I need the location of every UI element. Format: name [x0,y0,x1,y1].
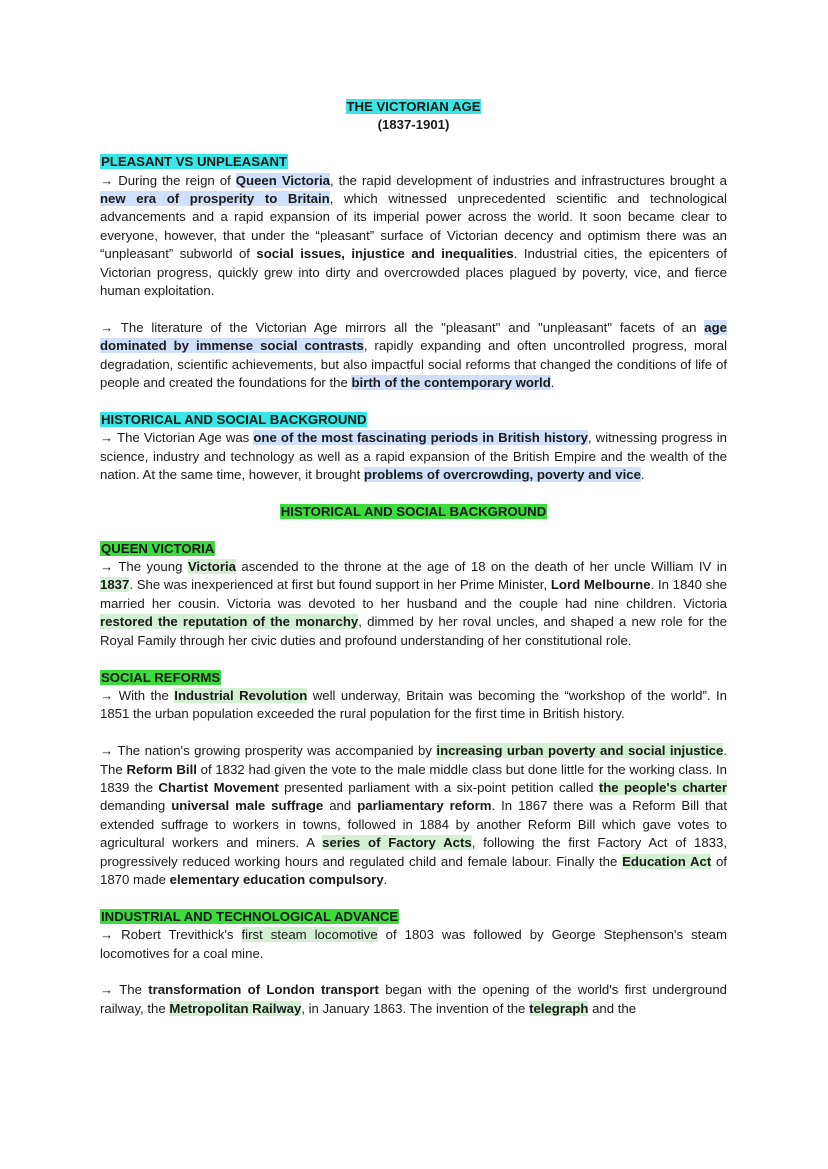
text-run: well underway, Britain was becoming the “workshop of the world”. In 1851 the urban population exceeded the rural population for the first time in British history. [100,687,727,722]
paragraph-historical-1 [100,429,727,484]
emphasized-text: problems of overcrowding, poverty and vice [363,467,641,483]
text-run: THE VICTORIAN AGE [346,99,481,114]
emphasized-text: one of the most fascinating periods in British history [253,430,588,446]
text-run: QUEEN VICTORIA [101,540,215,556]
emphasized-text: 1837 [100,577,130,593]
section-heading-queen-victoria [100,540,727,558]
text-run: → The [100,982,149,998]
text-run: PLEASANT VS UNPLEASANT [101,154,288,170]
emphasized-text: increasing urban poverty and social injustice [436,743,724,759]
section-heading-historical [100,411,727,429]
document-page [100,98,727,1018]
text-run: SOCIAL REFORMS [101,669,221,685]
text-run: → During the reign of [100,172,236,188]
emphasized-text: transformation of London transport [148,982,379,998]
text-run: , following the first Factory Act of 1833, progressively reduced working hours and regulated child and female labour. Finally the [100,835,728,869]
paragraph-queen-victoria [100,558,727,650]
text-run: demanding [100,798,172,814]
text-run: . Industrial cities, the epicenters of Victorian progress, quickly grew into dirty and overcrowded places plagued by poverty, vice, and fierce human exploitation. [100,246,727,299]
text-run: presented parliament with a six-point petition called [278,779,599,795]
section-heading-industrial [100,908,727,926]
document-dates: (1837-1901) [377,117,450,133]
section-heading-pleasant [100,153,727,171]
text-run: and [323,798,358,814]
emphasized-text: social issues, injustice and inequalities [256,246,514,262]
text-run: , the rapid development of industries and infrastructures brought a [329,172,727,188]
paragraph-pleasant-2 [100,319,727,393]
text-run: and the [588,1000,637,1016]
text-run: began with the opening of the world's first underground railway, the [100,982,727,1016]
text-run: . [550,375,555,391]
emphasized-text: Victoria [187,559,236,575]
text-run: , dimmed by her roval uncles, and shaped a new role for the Royal Family through her civic duties and profound understanding of her constitutional role. [100,614,727,648]
text-run: → The young [100,559,188,575]
text-run: INDUSTRIAL AND TECHNOLOGICAL ADVANCE [101,908,399,924]
paragraph-industrial-1 [100,926,727,963]
emphasized-text: Metropolitan Railway [169,1000,302,1016]
emphasized-text: Lord Melbourne [550,577,651,593]
paragraph-social-reforms-1 [100,687,727,724]
text-run: → The Victorian Age was [100,430,254,446]
text-run: ascended to the throne at the age of 18 on the death of her uncle William IV in [235,559,727,575]
emphasized-text: restored the reputation of the monarchy [100,614,359,630]
emphasized-text: Industrial Revolution [174,687,308,703]
text-run: → The literature of the Victorian Age mirrors all the "pleasant" and "unpleasant" facets of an [100,319,705,335]
text-run: → Robert Trevithick's [100,927,242,943]
section-heading-social-reforms [100,669,727,687]
text-run: of 1870 made [100,853,727,887]
emphasized-text: the people's charter [598,779,727,795]
text-run: . In 1867 there was a Reform Bill that extended suffrage to workers in towns, followed in 1884 by another Reform Bill which gave votes to agricultural workers and miners. A [100,798,727,851]
emphasized-text: birth of the contemporary world [351,375,551,391]
emphasized-text: Queen Victoria [235,172,330,188]
text-run: of 1832 had given the vote to the male middle class but done little for the working class. In 1839 the [100,761,728,795]
emphasized-text: universal male suffrage [171,798,324,814]
text-run: . [640,467,645,483]
emphasized-text: series of Factory Acts [322,835,472,851]
emphasized-text: Reform Bill [126,761,197,777]
text-run: . In 1840 she married her cousin. Victoria was devoted to her husband and the couple had nine children. Victoria [100,577,727,611]
emphasized-text: parliamentary reform [357,798,492,814]
paragraph-social-reforms-2 [100,742,727,889]
emphasized-text: new era of prosperity to Britain [100,191,330,207]
text-run: , witnessing progress in science, industry and technology as well as a rapid expansion of the British Empire and the wealth of the nation. At the same time, however, it brought [100,430,727,483]
emphasized-text: elementary education compulsory [169,871,384,887]
text-run: . [383,871,388,887]
document-title [100,98,727,116]
text-run: . The [100,743,727,777]
text-run: , rapidly expanding and often uncontrolled progress, moral degradation, scientific achievements, but also impactful social reforms that changed the conditions of life of people and created the foundations for the [100,338,728,391]
text-run: → The nation's growing prosperity was accompanied by [100,743,437,759]
paragraph-industrial-2 [100,981,727,1018]
text-run: . She was inexperienced at first but found support in her Prime Minister, [129,577,551,593]
text-run: → With the [100,687,175,703]
text-run: , in January 1863. The invention of the [301,1000,530,1016]
text-run: first steam locomotive [241,927,378,943]
center-heading [100,503,727,521]
emphasized-text: Chartist Movement [158,779,279,795]
emphasized-text: Education Act [622,853,712,869]
text-run: HISTORICAL AND SOCIAL BACKGROUND [101,411,367,427]
emphasized-text: age dominated by immense social contrasts [100,319,727,354]
text-run: HISTORICAL AND SOCIAL BACKGROUND [280,503,547,519]
text-run: , which witnessed unprecedented scientific and technological advancements and a rapid expansion of its imperial power across the world. It soon became clear to everyone, however, that under the “pleasant” surface of Victorian decency and optimism there was an “unpleasant” subworld of [100,191,727,262]
text-run: of 1803 was followed by George Stephenson's steam locomotives for a coal mine. [100,927,727,961]
emphasized-text: telegraph [529,1000,589,1016]
paragraph-pleasant-1 [100,172,727,301]
